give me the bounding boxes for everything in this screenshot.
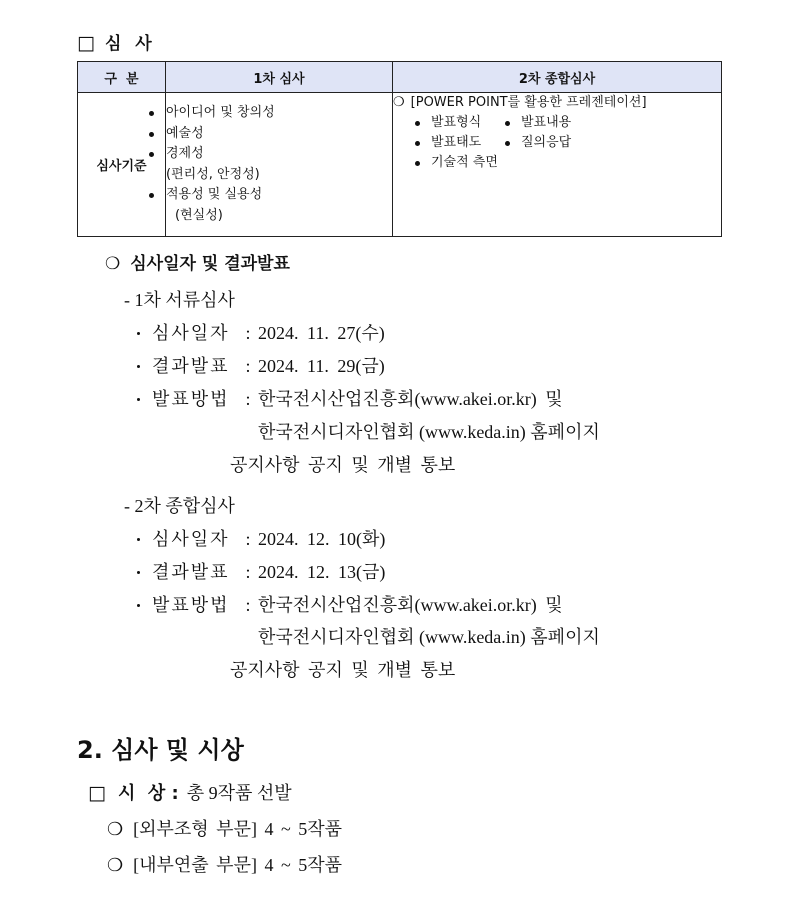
- list-item-text: 적용성 및 실용성: [166, 187, 263, 202]
- list-item: [415, 153, 498, 173]
- line-label: 발표방법: [152, 595, 230, 615]
- list-item-text: 발표형식: [431, 115, 482, 130]
- line-colon: :: [245, 562, 251, 582]
- dot-icon: [132, 560, 152, 584]
- circle-marker-icon: ❍: [393, 95, 405, 110]
- bullet-icon: [415, 161, 420, 166]
- bullet-icon: [149, 132, 154, 137]
- announcement-continuation: 한국전시디자인협회 (www.keda.in) 홈페이지: [258, 627, 600, 647]
- schedule-line: [132, 387, 563, 411]
- line-colon: :: [245, 389, 251, 409]
- list-item-note: (현실성): [175, 207, 223, 223]
- schedule-line: [132, 354, 385, 378]
- header-second-round: 2차 종합심사: [393, 62, 722, 93]
- schedule-line: [132, 527, 385, 551]
- bullet-icon: [149, 193, 154, 198]
- presentation-title-text: [POWER POINT를 활용한 프레젠테이션]: [410, 95, 647, 110]
- table-header-row: [78, 62, 722, 93]
- list-item-text: 발표내용: [521, 115, 572, 130]
- section-heading: 2. 심사 및 시상: [77, 736, 244, 764]
- dot-icon: [132, 527, 152, 551]
- line-label: 결과발표: [152, 356, 230, 376]
- dot-icon: [132, 354, 152, 378]
- line-value: 한국전시산업진흥회(www.akei.or.kr) 및: [258, 389, 563, 409]
- award-line: [88, 781, 292, 806]
- line-colon: :: [245, 529, 251, 549]
- review-criteria-table: [77, 61, 722, 237]
- list-item: [505, 113, 595, 133]
- circle-marker-icon: ❍: [105, 254, 121, 274]
- row-label-criteria: 심사기준: [78, 93, 166, 237]
- list-item: [166, 185, 392, 206]
- second-round-criteria: [393, 93, 722, 237]
- schedule-line: [132, 321, 385, 345]
- presentation-title: [393, 93, 721, 113]
- award-category-text: [외부조형 부문] 4 ~ 5작품: [133, 819, 342, 839]
- review-heading: [77, 31, 156, 56]
- review-heading-text: 심 사: [104, 34, 156, 54]
- award-category: [107, 853, 342, 878]
- list-item: [415, 113, 505, 133]
- list-item-text: 예술성: [166, 125, 204, 141]
- list-item-text: 발표태도: [431, 135, 482, 150]
- bullet-icon: [149, 111, 154, 116]
- list-item-text: 아이디어 및 창의성: [166, 105, 275, 120]
- list-item: [415, 133, 505, 153]
- dot-icon: [132, 321, 152, 345]
- announcement-notice: 공지사항 공지 및 개별 통보: [230, 660, 456, 680]
- schedule-heading-text: 심사일자 및 결과발표: [130, 254, 290, 274]
- line-colon: :: [245, 323, 251, 343]
- award-label: 시 상 :: [117, 783, 179, 804]
- bullet-icon: [149, 152, 154, 157]
- line-label: 결과발표: [152, 562, 230, 582]
- line-value: 2024. 11. 27(수): [258, 323, 385, 343]
- dot-icon: [132, 593, 152, 617]
- criteria-row: [415, 153, 721, 173]
- table-row: [78, 93, 722, 237]
- award-category-text: [내부연출 부문] 4 ~ 5작품: [133, 855, 342, 875]
- list-item: [166, 144, 392, 165]
- bullet-icon: [415, 141, 420, 146]
- header-first-round: 1차 심사: [166, 62, 393, 93]
- line-value: 한국전시산업진흥회(www.akei.or.kr) 및: [258, 595, 563, 615]
- line-value: 2024. 12. 13(금): [258, 562, 386, 582]
- bullet-icon: [415, 121, 420, 126]
- square-box-icon: □: [88, 782, 106, 804]
- stage-title: - 1차 서류심사: [124, 290, 235, 310]
- first-round-criteria: [166, 93, 393, 237]
- dot-icon: [132, 387, 152, 411]
- bullet-icon: [505, 121, 510, 126]
- list-item: [166, 124, 392, 145]
- schedule-line: [132, 593, 563, 617]
- line-label: 발표방법: [152, 389, 230, 409]
- line-label: 심사일자: [152, 323, 230, 343]
- list-item-note: (편리성, 안정성): [166, 166, 260, 182]
- list-item-text: 경제성: [166, 146, 204, 161]
- award-category: [107, 817, 342, 842]
- announcement-continuation: 한국전시디자인협회 (www.keda.in) 홈페이지: [258, 422, 600, 442]
- square-box-icon: □: [77, 32, 95, 54]
- line-label: 심사일자: [152, 529, 230, 549]
- line-value: 2024. 11. 29(금): [258, 356, 385, 376]
- stage-title: - 2차 종합심사: [124, 496, 235, 516]
- criteria-row: [415, 133, 721, 153]
- announcement-notice: 공지사항 공지 및 개별 통보: [230, 455, 456, 475]
- list-item-text: 기술적 측면: [431, 155, 498, 170]
- list-item: [505, 133, 595, 153]
- line-colon: :: [245, 356, 251, 376]
- schedule-line: [132, 560, 385, 584]
- bullet-icon: [505, 141, 510, 146]
- line-value: 2024. 12. 10(화): [258, 529, 386, 549]
- list-item-text: 질의응답: [521, 135, 572, 150]
- award-text: 총 9작품 선발: [186, 783, 292, 803]
- header-category: 구 분: [78, 62, 166, 93]
- list-item: [166, 103, 392, 124]
- criteria-row: [415, 113, 721, 133]
- circle-marker-icon: ❍: [107, 819, 124, 840]
- circle-marker-icon: ❍: [107, 855, 124, 876]
- line-colon: :: [245, 595, 251, 615]
- schedule-heading: [105, 252, 290, 276]
